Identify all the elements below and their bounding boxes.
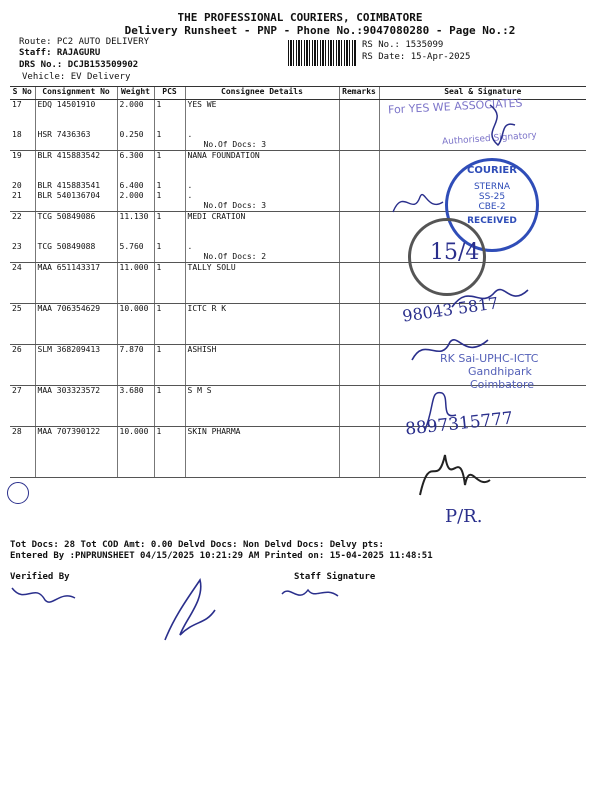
row-pcs: 1 (156, 242, 162, 251)
row-sno-cell (10, 100, 35, 151)
staff-signature-label: Staff Signature (294, 572, 376, 582)
row-pcs (157, 375, 183, 385)
row-pcs: 1 (156, 191, 162, 200)
row-remarks-cell (339, 151, 379, 212)
row-weight: 11.130 (119, 212, 149, 221)
row-consignment (38, 140, 115, 150)
row-pcs: 1 (156, 345, 162, 354)
verifier-signature-large (160, 575, 220, 645)
handwritten-pr: P/R. (445, 506, 483, 527)
row-sno (12, 201, 33, 211)
row-weight (120, 201, 152, 211)
row-pcs (157, 324, 183, 334)
row-consignee (188, 334, 337, 344)
row-consignee (188, 273, 337, 283)
row-consignment (38, 416, 115, 426)
row-weight: 3.680 (119, 386, 144, 395)
authorised-signatory-stamp: Authorised Signatory (441, 130, 538, 148)
row-sno: 18 (12, 130, 22, 139)
row-pcs (157, 283, 183, 293)
row-consignment (38, 232, 115, 242)
row-consignee-cell (185, 151, 339, 212)
row-weight (120, 140, 152, 150)
row-pcs-cell (154, 100, 185, 151)
row-consignee: . (187, 242, 193, 251)
row-weight (120, 293, 152, 303)
row-pcs: 1 (156, 212, 162, 221)
row-sno: 24 (12, 263, 22, 272)
row-weight (120, 457, 152, 467)
col-weight: Weight (117, 87, 154, 100)
signature-mark-24 (450, 282, 530, 312)
row-pcs-cell (154, 263, 185, 304)
row-consignee: MEDI CRATION (187, 212, 246, 221)
stamp-sterna-text: STERNA (473, 182, 511, 192)
row-sno (12, 406, 33, 416)
row-weight (120, 375, 152, 385)
row-weight-cell (117, 151, 154, 212)
row-consignment: TCG 50849086 (37, 212, 96, 221)
row-sno (12, 232, 33, 242)
handwritten-phone-24: 98043 5817 (401, 293, 500, 326)
row-consignee: . (187, 130, 193, 139)
row-pcs (157, 140, 183, 150)
row-consignment (38, 396, 115, 406)
vehicle-label: Vehicle: EV Delivery (22, 72, 131, 82)
row-sno (12, 171, 33, 181)
row-consignee (188, 232, 337, 242)
row-sno (12, 355, 33, 365)
row-weight (120, 396, 152, 406)
row-consignee (188, 314, 337, 324)
row-consignee-cell (185, 427, 339, 478)
row-sno (12, 283, 33, 293)
row-sno (12, 222, 33, 232)
row-consignment: BLR 415883541 (37, 181, 101, 190)
row-weight (120, 252, 152, 262)
row-sno: 22 (12, 212, 22, 221)
row-consignment (38, 252, 115, 262)
row-weight (120, 334, 152, 344)
row-weight (120, 110, 152, 120)
row-consignee (188, 355, 337, 365)
row-consignee-cell (185, 345, 339, 386)
row-consignee (188, 375, 337, 385)
row-pcs (157, 365, 183, 375)
row-remarks-cell (339, 263, 379, 304)
row-consignment-cell (35, 304, 117, 345)
row-sno-cell (10, 304, 35, 345)
row-sno: 27 (12, 386, 22, 395)
row-consignee (188, 396, 337, 406)
row-consignment (38, 406, 115, 416)
row-weight (120, 283, 152, 293)
row-consignee (188, 110, 337, 120)
row-sno (12, 324, 33, 334)
row-consignee (188, 161, 337, 171)
row-sno: 17 (12, 100, 22, 109)
row-consignment (38, 120, 115, 130)
ictc-stamp-line3: Coimbatore (470, 378, 534, 391)
row-consignment: EDQ 14501910 (37, 100, 96, 109)
row-pcs: 1 (156, 130, 162, 139)
col-pcs: PCS (154, 87, 185, 100)
row-pcs-cell (154, 386, 185, 427)
row-sno: 19 (12, 151, 22, 160)
row-sno-cell (10, 345, 35, 386)
row-remarks-cell (339, 427, 379, 478)
row-consignee: . (187, 181, 193, 190)
row-pcs (157, 416, 183, 426)
rs-date: RS Date: 15-Apr-2025 (362, 52, 471, 62)
ictc-stamp-line2: Gandhipark (468, 365, 532, 378)
row-weight (120, 222, 152, 232)
col-sno: S No (10, 87, 35, 100)
row-consignee-cell (185, 304, 339, 345)
row-weight (120, 171, 152, 181)
row-sno-cell (10, 212, 35, 263)
stamp-courier-text: COURIER (467, 165, 517, 176)
row-pcs (157, 447, 183, 457)
row-pcs (157, 201, 183, 211)
col-consignment: Consignment No (35, 87, 117, 100)
row-consignee: SKIN PHARMA (187, 427, 241, 436)
row-weight: 11.000 (119, 263, 149, 272)
row-pcs (157, 252, 183, 262)
row-consignment (38, 201, 115, 211)
row-weight (120, 406, 152, 416)
row-consignment (38, 365, 115, 375)
row-pcs (157, 120, 183, 130)
row-weight: 5.760 (119, 242, 144, 251)
entered-by-line: Entered By :PNPRUNSHEET 04/15/2025 10:21:29 AM Printed on: 15-04-2025 11:48:51 (10, 551, 433, 561)
row-consignment (38, 334, 115, 344)
row-consignee-cell (185, 212, 339, 263)
row-weight: 2.000 (119, 191, 144, 200)
row-weight (120, 355, 152, 365)
row-consignment (38, 375, 115, 385)
row-sno (12, 416, 33, 426)
row-consignee (188, 120, 337, 130)
row-consignment (38, 447, 115, 457)
row-consignee (188, 324, 337, 334)
row-weight: 10.000 (119, 427, 149, 436)
row-weight: 6.300 (119, 151, 144, 160)
row-pcs (157, 110, 183, 120)
row-consignment-cell (35, 386, 117, 427)
row-remarks-cell (339, 212, 379, 263)
row-consignee: ASHISH (187, 345, 217, 354)
row-weight (120, 324, 152, 334)
row-weight (120, 447, 152, 457)
staff-label: Staff: RAJAGURU (19, 48, 101, 58)
row-pcs-cell (154, 151, 185, 212)
row-pcs (157, 334, 183, 344)
row-sno (12, 437, 33, 447)
row-consignment-cell (35, 100, 117, 151)
row-weight (120, 161, 152, 171)
row-sno (12, 120, 33, 130)
stamp-ss25-text: SS-25 (478, 192, 506, 202)
row-pcs: 1 (156, 100, 162, 109)
row-consignment-cell (35, 427, 117, 478)
row-weight: 2.000 (119, 100, 144, 109)
row-consignee (188, 283, 337, 293)
row-consignee: No.Of Docs: 2 (203, 252, 267, 261)
row-consignment (38, 437, 115, 447)
row-sno (12, 467, 33, 477)
row-consignment (38, 110, 115, 120)
row-remarks-cell (339, 386, 379, 427)
row-pcs (157, 406, 183, 416)
row-28-circle-mark (7, 482, 29, 504)
row-sno-cell (10, 263, 35, 304)
row-weight-cell (117, 345, 154, 386)
row-pcs: 1 (156, 263, 162, 272)
row-consignment: MAA 651143317 (37, 263, 101, 272)
row-sno (12, 252, 33, 262)
row-pcs (157, 396, 183, 406)
row-consignee (188, 222, 337, 232)
drs-number: DRS No.: DCJB153509902 (19, 60, 139, 70)
row-consignee-cell (185, 386, 339, 427)
row-consignment: BLR 415883542 (37, 151, 101, 160)
row-weight (120, 416, 152, 426)
row-consignee: YES WE (187, 100, 217, 109)
row-sno (12, 161, 33, 171)
row-sno (12, 273, 33, 283)
row-consignment (38, 314, 115, 324)
row-weight-cell (117, 100, 154, 151)
row-remarks-cell (339, 100, 379, 151)
row-weight (120, 314, 152, 324)
row-consignee (188, 293, 337, 303)
row-sno: 26 (12, 345, 22, 354)
signature-mark-19 (388, 182, 448, 222)
row-remarks-cell (339, 345, 379, 386)
row-pcs-cell (154, 304, 185, 345)
row-consignment: TCG 50849088 (37, 242, 96, 251)
row-sno-cell (10, 151, 35, 212)
row-sno (12, 314, 33, 324)
row-consignee (188, 447, 337, 457)
row-sno (12, 375, 33, 385)
row-sno: 23 (12, 242, 22, 251)
col-consignee: Consignee Details (185, 87, 339, 100)
rs-number: RS No.: 1535099 (362, 40, 444, 50)
row-pcs: 1 (156, 151, 162, 160)
row-weight-cell (117, 304, 154, 345)
handwritten-phone-26: 8897315777 (404, 408, 514, 440)
row-sno (12, 293, 33, 303)
row-weight-cell (117, 427, 154, 478)
row-sno (12, 457, 33, 467)
row-pcs (157, 161, 183, 171)
row-sno (12, 447, 33, 457)
staff-signature-mark (280, 582, 340, 607)
signature-mark-27 (415, 440, 495, 500)
signature-mark-26 (420, 385, 460, 435)
row-consignment: HSR 7436363 (37, 130, 91, 139)
row-weight (120, 232, 152, 242)
row-weight: 10.000 (119, 304, 149, 313)
row-consignee (188, 365, 337, 375)
row-pcs-cell (154, 427, 185, 478)
row-pcs: 1 (156, 304, 162, 313)
runsheet-subtitle: Delivery Runsheet - PNP - Phone No.:9047080280 - Page No.:2 (124, 24, 516, 37)
row-pcs (157, 467, 183, 477)
row-sno (12, 334, 33, 344)
row-sno (12, 365, 33, 375)
col-seal: Seal & Signature (379, 87, 586, 100)
row-consignee: S M S (187, 386, 212, 395)
row-consignee-cell (185, 263, 339, 304)
row-weight-cell (117, 263, 154, 304)
row-consignment (38, 467, 115, 477)
row-pcs: 1 (156, 181, 162, 190)
row-consignment (38, 273, 115, 283)
row-consignment (38, 283, 115, 293)
row-remarks-cell (339, 304, 379, 345)
row-weight (120, 467, 152, 477)
verified-by-label: Verified By (10, 572, 70, 582)
row-consignee (188, 457, 337, 467)
row-pcs (157, 232, 183, 242)
row-consignment-cell (35, 151, 117, 212)
row-weight (120, 437, 152, 447)
row-pcs-cell (154, 345, 185, 386)
yes-we-stamp: For YES WE ASSOCIATES (387, 96, 523, 117)
row-sno (12, 396, 33, 406)
row-sno: 21 (12, 191, 22, 200)
stamp-received-text: RECEIVED (467, 216, 517, 226)
row-consignee (188, 467, 337, 477)
row-sno: 20 (12, 181, 22, 190)
row-sno-cell (10, 386, 35, 427)
row-pcs (157, 293, 183, 303)
row-consignment: MAA 706354629 (37, 304, 101, 313)
row-sno: 28 (12, 427, 22, 436)
row-weight-cell (117, 386, 154, 427)
row-sno: 25 (12, 304, 22, 313)
row-consignee-cell (185, 100, 339, 151)
route-label: Route: PC2 AUTO DELIVERY (19, 37, 150, 47)
row-consignee (188, 171, 337, 181)
row-consignment: BLR 540136704 (37, 191, 101, 200)
row-weight (120, 120, 152, 130)
signature-mark (470, 100, 520, 150)
row-pcs (157, 171, 183, 181)
row-consignment (38, 324, 115, 334)
ictc-stamp-line1: RK Sai-UPHC-ICTC (440, 352, 539, 365)
row-consignee (188, 406, 337, 416)
row-consignment-cell (35, 345, 117, 386)
row-consignment (38, 171, 115, 181)
signature-mark-25 (410, 330, 490, 370)
table-row (10, 427, 586, 478)
handwritten-date: 15/4 (430, 240, 480, 265)
col-remarks: Remarks (339, 87, 379, 100)
row-consignee (188, 416, 337, 426)
row-consignee: . (187, 191, 193, 200)
row-pcs: 1 (156, 386, 162, 395)
row-consignment: MAA 707390122 (37, 427, 101, 436)
row-consignment: MAA 303323572 (37, 386, 101, 395)
row-consignment (38, 161, 115, 171)
row-consignee: No.Of Docs: 3 (203, 201, 267, 210)
row-consignee: NANA FOUNDATION (187, 151, 260, 160)
row-weight-cell (117, 212, 154, 263)
row-consignee: ICTC R K (187, 304, 227, 313)
row-pcs: 1 (156, 427, 162, 436)
row-weight: 7.870 (119, 345, 144, 354)
row-weight: 0.250 (119, 130, 144, 139)
row-weight (120, 365, 152, 375)
row-consignment (38, 457, 115, 467)
row-consignment: SLM 368209413 (37, 345, 101, 354)
row-weight (120, 273, 152, 283)
row-pcs (157, 437, 183, 447)
row-consignee: No.Of Docs: 3 (203, 140, 267, 149)
row-sno (12, 140, 33, 150)
row-pcs (157, 273, 183, 283)
row-pcs (157, 355, 183, 365)
row-sno-cell (10, 427, 35, 478)
row-weight: 6.400 (119, 181, 144, 190)
row-consignee (188, 437, 337, 447)
row-pcs (157, 457, 183, 467)
row-pcs (157, 314, 183, 324)
row-pcs-cell (154, 212, 185, 263)
stamp-cbe2-text: CBE-2 (478, 202, 506, 212)
row-pcs (157, 222, 183, 232)
row-consignment (38, 222, 115, 232)
row-consignment (38, 355, 115, 365)
row-consignee: TALLY SOLU (187, 263, 236, 272)
row-sno (12, 110, 33, 120)
row-consignment-cell (35, 212, 117, 263)
company-title: THE PROFESSIONAL COURIERS, COIMBATORE (177, 11, 423, 24)
totals-line: Tot Docs: 28 Tot COD Amt: 0.00 Delvd Docs: Non Delvd Docs: Delvy pts: (10, 540, 384, 550)
barcode (288, 40, 356, 66)
row-consignment-cell (35, 263, 117, 304)
row-consignment (38, 293, 115, 303)
verified-signature (10, 580, 80, 610)
